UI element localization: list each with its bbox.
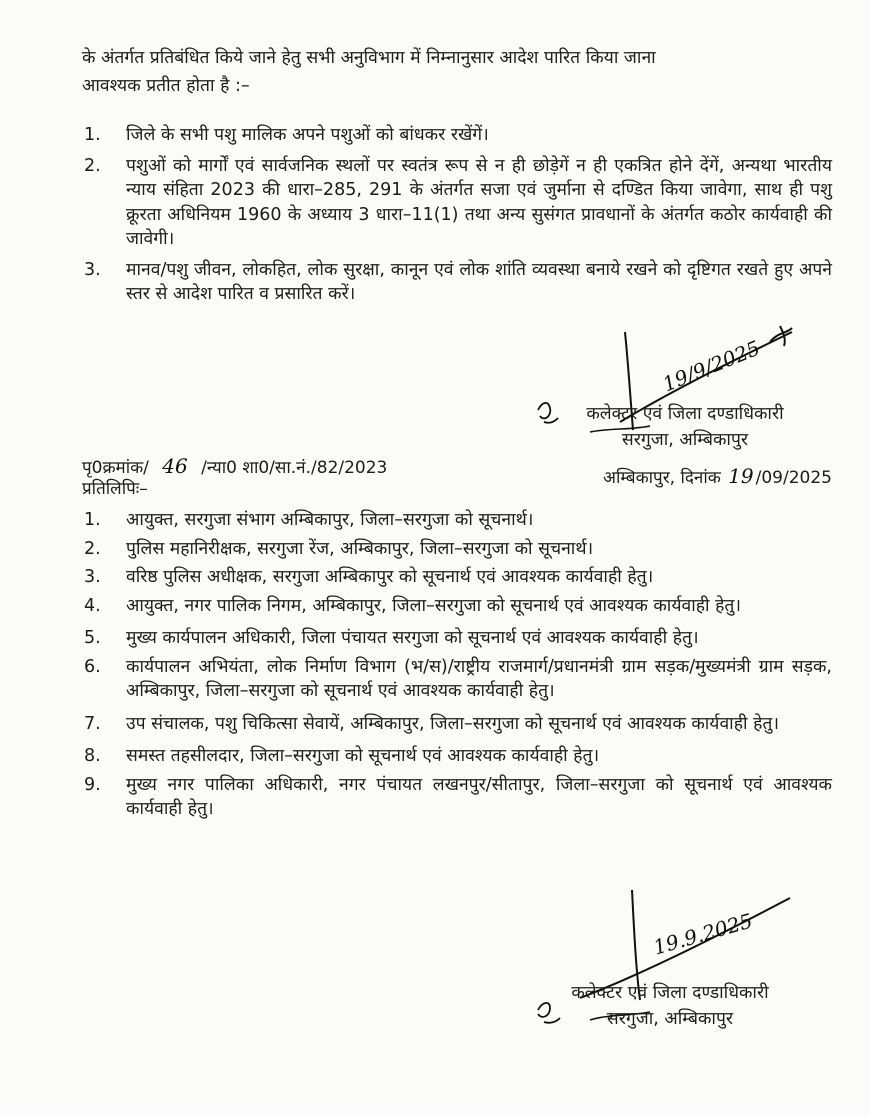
copy-text: समस्त तहसीलदार, जिला–सरगुजा को सूचनार्थ एवं आवश्यक कार्यवाही हेतु। (126, 746, 600, 766)
copy-item (82, 744, 832, 769)
order-text: जिले के सभी पशु मालिक अपने पशुओं को बांधकर रखेंगें। (126, 125, 489, 145)
intro-line-1: के अंतर्गत प्रतिबंधित किये जाने हेतु सभी अनुविभाग में निम्नानुसार आदेश पारित किया जाना (82, 48, 656, 68)
intro-line-2: आवश्यक प्रतीत होता है :– (82, 76, 250, 96)
copy-number: 4. (84, 595, 101, 616)
date-suffix: /09/2025 (755, 468, 832, 488)
intro-paragraph (82, 46, 830, 98)
copy-number: 2. (84, 538, 101, 559)
reference-suffix: /न्या0 शा0/सा.नं./82/2023 (201, 458, 388, 478)
copies-list (82, 508, 832, 822)
orders-list (82, 123, 832, 307)
copy-text: मुख्य नगर पालिका अधिकारी, नगर पंचायत लखनपुर/सीतापुर, जिला–सरगुजा को सूचनार्थ एवं आवश्यक कार्यवाही हेतु। (126, 774, 832, 819)
copy-text: पुलिस महानिरीक्षक, सरगुजा रेंज, अम्बिकापुर, जिला–सरगुजा को सूचनार्थ। (126, 538, 594, 559)
copy-item (82, 655, 832, 704)
order-text: पशुओं को मार्गों एवं सार्वजनिक स्थलों पर स्वतंत्र रूप से न ही छोड़ेगें न ही एकत्रित होने देंगें, अन्यथा भारतीय न्याय संहिता 2023 की धारा–285, 291 के अंतर्गत सजा एवं जुर्माना से दण्डित किया जावेगा, साथ ही पशु क्रूरता अधिनियम 1960 के अध्याय 3 धारा–11(1) तथा अन्य सुसंगत प्रावधानों के अंतर्गत कठोर कार्यवाही की जावेगी। (126, 155, 832, 249)
order-number: 3. (84, 259, 101, 280)
signature-1-date: 19/9/2025 (659, 335, 764, 397)
copy-item (82, 565, 832, 590)
copy-number: 5. (84, 628, 101, 648)
copy-number: 1. (84, 510, 101, 530)
copy-text: मुख्य कार्यपालन अधिकारी, जिला पंचायत सरगुजा को सूचनार्थ एवं आवश्यक कार्यवाही हेतु। (126, 628, 699, 648)
place-date-prefix: अम्बिकापुर, दिनांक (602, 468, 721, 488)
signature-1-place: सरगुजा, अम्बिकापुर (621, 430, 749, 450)
copy-text: कार्यपालन अभियंता, लोक निर्माण विभाग (भ/स)/राष्ट्रीय राजमार्ग/प्रधानमंत्री ग्राम सड़क/मुख्यमंत्री ग्राम सड़क, अम्बिकापुर, जिला–सरगुजा को सूचनार्थ एवं आवश्यक कार्यवाही हेतु। (126, 656, 832, 701)
copy-number: 8. (84, 746, 101, 766)
signature-1-designation: कलेक्टर एवं जिला दण्डाधिकारी (586, 404, 784, 424)
copy-text: आयुक्त, नगर पालिक निगम, अम्बिकापुर, जिला–सरगुजा को सूचनार्थ एवं आवश्यक कार्यवाही हेतु। (126, 595, 742, 616)
copies-label: प्रतिलिपिः– (82, 479, 148, 499)
reference-handwritten-number: 46 (162, 454, 188, 478)
copy-item (82, 594, 832, 619)
reference-prefix: पृ0क्रमांक/ (82, 458, 149, 478)
date-handwritten-day: 19 (728, 464, 754, 488)
copy-item (82, 626, 832, 651)
order-item (82, 258, 832, 307)
copy-text: उप संचालक, पशु चिकित्सा सेवायें, अम्बिकापुर, जिला–सरगुजा को सूचनार्थ एवं आवश्यक कार्यवाही हेतु। (126, 713, 779, 734)
copy-number: 9. (84, 774, 101, 795)
copy-text: आयुक्त, सरगुजा संभाग अम्बिकापुर, जिला–सरगुजा को सूचनार्थ। (126, 510, 534, 530)
order-item (82, 154, 832, 252)
signature-2-block (540, 980, 800, 1032)
copy-item (82, 773, 832, 822)
copy-item (82, 508, 832, 533)
order-text: मानव/पशु जीवन, लोकहित, लोक सुरक्षा, कानून एवं लोक शांति व्यवस्था बनाये रखने को दृष्टिगत रखते हुए अपने स्तर से आदेश पारित व प्रसारित करें। (126, 259, 832, 304)
order-number: 2. (84, 155, 101, 176)
signature-1-block (560, 401, 810, 453)
copy-number: 6. (84, 656, 101, 677)
place-date (603, 464, 832, 490)
copy-item (82, 712, 832, 737)
copy-number: 7. (84, 713, 101, 734)
copy-item (82, 537, 832, 562)
copy-text: वरिष्ठ पुलिस अधीक्षक, सरगुजा अम्बिकापुर को सूचनार्थ एवं आवश्यक कार्यवाही हेतु। (126, 567, 654, 587)
signature-2-place: सरगुजा, अम्बिकापुर (606, 1009, 734, 1029)
signature-2-date: 19.9.2025 (650, 908, 756, 960)
order-item (82, 123, 832, 148)
order-number: 1. (84, 125, 101, 145)
signature-2-designation: कलेक्टर एवं जिला दण्डाधिकारी (571, 983, 769, 1003)
copy-number: 3. (84, 567, 101, 587)
